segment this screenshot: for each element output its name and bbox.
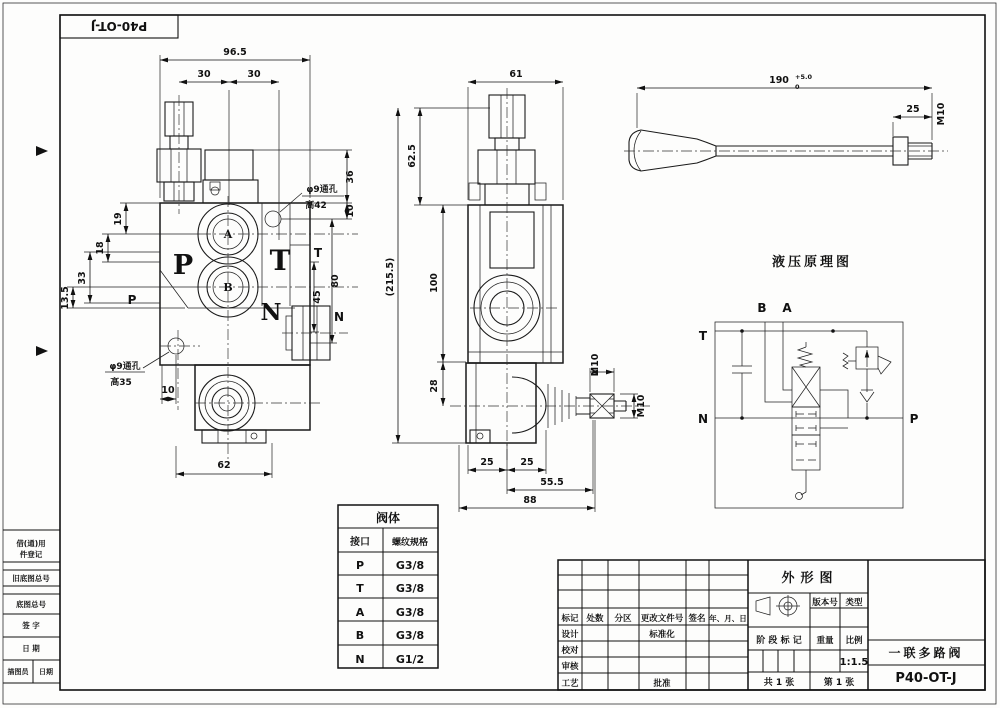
side-screw-stack [469,95,546,205]
type-label: 类型 [845,598,863,608]
reuse-record-label2: 件登记 [19,550,43,559]
dim-25-left: 25 [480,457,494,468]
date-label: 日 期 [22,644,40,653]
dim-36: 36 [345,170,356,184]
fold-mark-icon [36,346,48,356]
note-hole-bottom-1: φ9通孔 [109,362,141,372]
fold-mark-icon [36,146,48,156]
spec-cell: G3/8 [395,629,425,642]
schematic-port-p: P [909,412,919,426]
side-view-dimensions [385,69,647,512]
spec-cell: G1/2 [395,653,425,666]
lever-view [624,73,948,171]
left-margin-fields [3,530,60,683]
dim-61: 61 [509,69,523,80]
dim-33: 33 [77,271,88,285]
thread-side-label: M10 [636,394,647,418]
dim-190: 190 [769,75,789,86]
port-cell: B [355,629,365,642]
drawing-type: 外形图 [781,571,839,586]
valve-body [160,203,330,443]
spec-cell: G3/8 [395,559,425,572]
port-label-b: B [223,281,233,294]
cell-approve: 批准 [653,679,671,689]
sheet-index: 第 1 张 [823,678,855,688]
dim-88: 88 [523,495,537,506]
port-table-row [356,606,424,619]
valve-side-view [385,69,650,512]
port-cell: T [356,582,364,595]
signature-label: 签 字 [22,621,40,630]
dim-25-lever: 25 [906,104,920,115]
row-process: 工艺 [561,679,579,689]
note-hole-bottom-2: 高35 [110,378,132,388]
lever-thread-label: M10 [936,102,947,126]
spec-cell: G3/8 [395,582,425,595]
row-design: 设计 [561,630,579,640]
lever-dimensions [637,73,947,140]
dim-10-right: 10 [345,204,356,218]
projection-symbol-icon [756,595,800,617]
drawing-number: P40-OT-J [895,671,957,686]
stage-label: 阶 段 标 记 [756,636,802,646]
port-table-header-spec: 螺纹规格 [391,538,429,548]
col-sign: 签名 [688,614,706,624]
dim-62: 62 [217,460,231,471]
port-table-row [356,582,424,595]
note-hole-top-2: 高42 [305,201,327,211]
engraved-t: T [269,244,291,277]
dim-96-5: 96.5 [223,47,247,58]
cell-standardization: 标准化 [649,630,675,640]
dim-13-5: 13.5 [60,286,71,310]
engraved-p: P [172,250,194,281]
port-cell: N [355,653,365,666]
dim-18: 18 [95,241,106,255]
schematic-title: 液压原理图 [771,255,853,270]
sheet-total: 共 1 张 [763,678,795,688]
product-name: 一联多路阀 [888,646,964,660]
spec-cell: G3/8 [395,606,425,619]
version-label: 版本号 [812,598,838,608]
tracer-label: 描图员 [7,668,29,676]
tol-minus: 0 [795,83,800,91]
schematic-port-n: N [697,412,709,426]
col-doc-no: 更改文件号 [640,614,684,624]
top-cap [203,150,258,203]
dim-55-5: 55.5 [540,477,564,488]
thread-top-label: M10 [590,353,601,377]
col-count: 处数 [586,614,604,624]
row-check: 校对 [561,646,579,656]
hydraulic-schematic [698,254,919,508]
port-cell: A [355,606,365,619]
port-table-header-port: 接口 [350,537,370,548]
small-n: N [333,310,345,324]
port-table-title: 阀体 [375,511,401,525]
reuse-record-label: 借(通)用 [16,539,46,548]
relief-screw [157,95,201,214]
scale-label: 比例 [845,636,863,646]
schematic-port-t: T [698,329,708,343]
weight-label: 重量 [816,636,834,646]
schematic-port-b: B [757,301,767,315]
side-body [466,205,563,443]
valve-front-view [60,47,358,478]
small-t: T [313,246,323,260]
dim-30-right: 30 [247,69,261,80]
dim-19: 19 [113,212,124,226]
dim-45: 45 [312,290,323,304]
dim-100: 100 [429,273,440,293]
small-p: P [127,293,137,307]
title-block [558,560,985,690]
old-base-drawing-no-label: 旧底图总号 [12,574,50,583]
dim-28: 28 [429,379,440,393]
base-drawing-no-label: 底图总号 [16,600,46,609]
dim-10-bottom: 10 [161,385,175,396]
boot-and-joint [512,377,626,433]
port-cell: P [355,559,365,572]
dim-25-right: 25 [520,457,534,468]
port-thread-table [338,505,438,668]
col-mark: 标记 [561,614,579,624]
dim-215-5: (215.5) [385,257,396,297]
row-review: 审核 [561,662,579,672]
port-table-row [355,653,424,666]
dim-80: 80 [330,274,341,288]
dim-62-5: 62.5 [407,144,418,168]
port-label-a: A [223,228,233,241]
port-table-row [356,559,424,572]
dim-30-left: 30 [197,69,211,80]
tracer-date-label: 日期 [39,668,53,676]
sheet-code-rotated: P40-OT-J [90,19,148,33]
tol-plus: +5.0 [795,73,812,81]
col-zone: 分区 [614,614,632,624]
col-date: 年、月、日 [709,614,747,623]
engraved-n: N [260,299,282,326]
note-hole-top-1: φ9通孔 [306,185,338,195]
schematic-port-a: A [782,301,792,315]
port-table-row [356,629,424,642]
scale-value: 1:1.5 [839,657,869,668]
